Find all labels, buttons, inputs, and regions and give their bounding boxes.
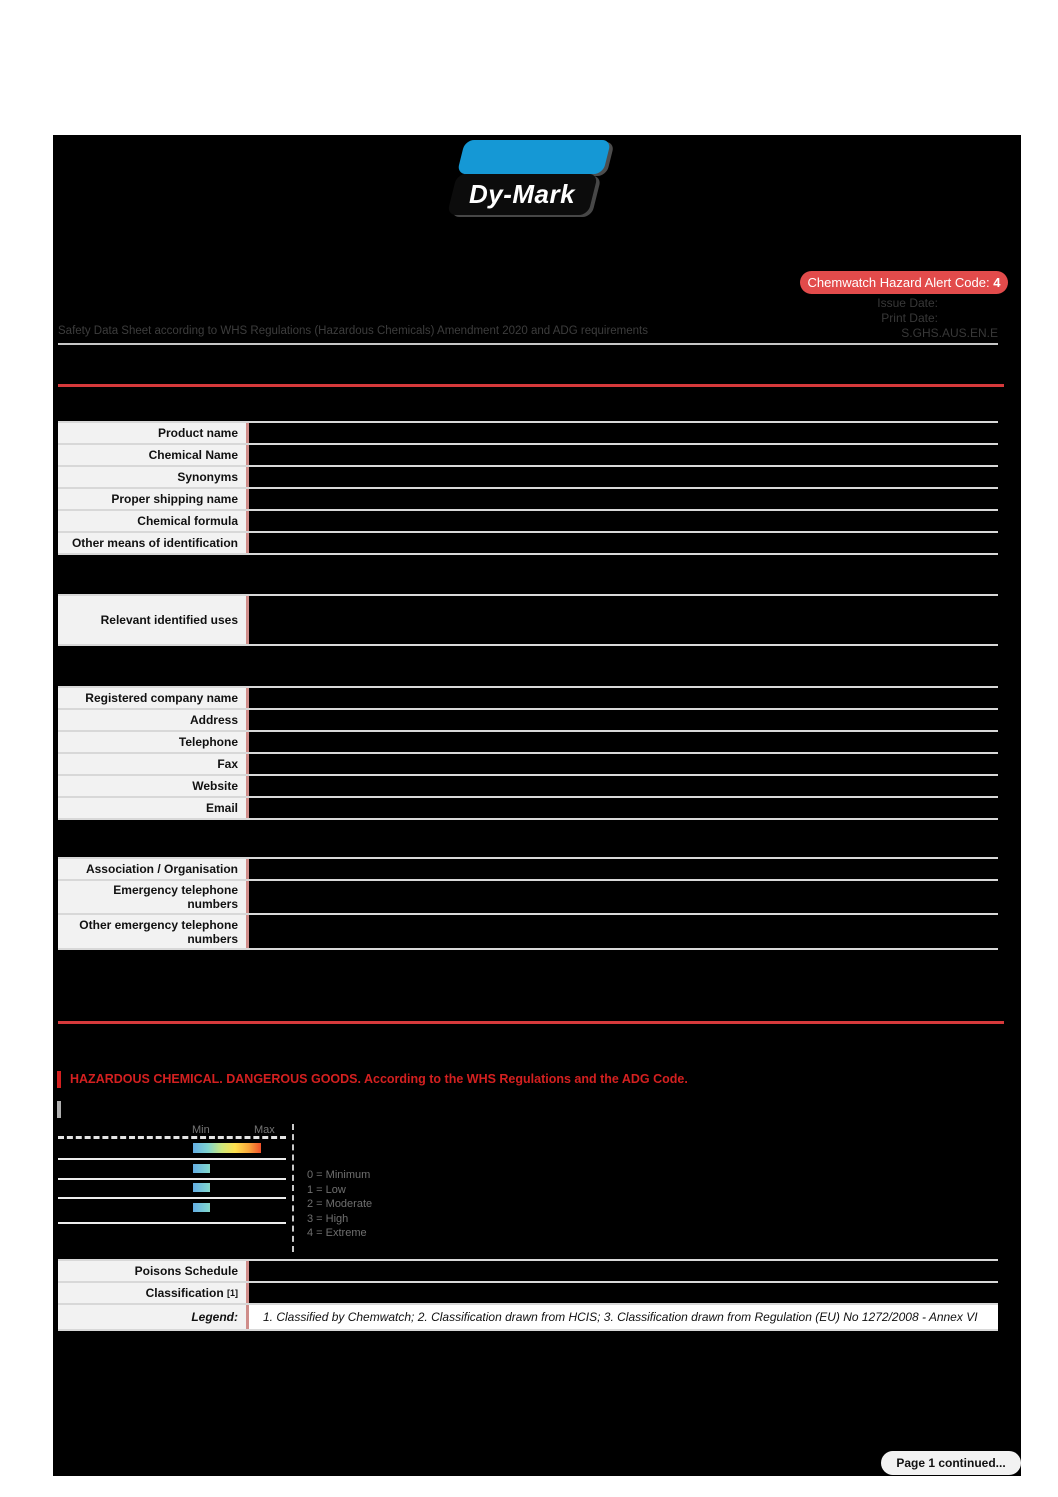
dymark-logo-blue-slab [457, 140, 611, 174]
field-label-text: Legend: [191, 1310, 238, 1324]
issue-date-label: Issue Date: [877, 296, 938, 310]
supplier-table [58, 686, 998, 820]
table-row [58, 1261, 998, 1283]
sds-document-page [53, 135, 1021, 1476]
table-row [58, 798, 998, 820]
field-label-text: Emergency telephone numbers [113, 883, 238, 911]
field-label [58, 596, 246, 644]
field-label-text: Proper shipping name [111, 492, 238, 506]
classification-table [58, 1259, 998, 1331]
field-label-text: Telephone [178, 735, 238, 749]
rating-row-line [58, 1222, 286, 1224]
field-value-redacted [246, 915, 998, 948]
rating-bar [193, 1164, 210, 1173]
table-row [58, 467, 998, 489]
table-row [58, 732, 998, 754]
page-continued-note: Page 1 continued... [881, 1451, 1021, 1475]
field-value-redacted [246, 881, 998, 913]
table-row [58, 533, 998, 555]
section-divider-red-1 [58, 384, 1004, 387]
field-label-text: Email [205, 801, 238, 815]
table-row [58, 596, 998, 646]
table-row [58, 915, 998, 950]
product-identifier-table [58, 421, 998, 555]
field-label [58, 423, 246, 443]
field-value-redacted [246, 1261, 998, 1281]
field-label [58, 1283, 246, 1303]
table-row [58, 754, 998, 776]
table-row [58, 445, 998, 467]
field-value-redacted [246, 423, 998, 443]
table-row [58, 688, 998, 710]
hazard-statement-marker [57, 1071, 61, 1088]
field-value-redacted [246, 710, 998, 730]
emergency-table [58, 857, 998, 950]
field-label [58, 710, 246, 730]
field-label [58, 688, 246, 708]
ratings-dashed-divider [292, 1124, 294, 1252]
table-row [58, 1283, 998, 1305]
header-divider [58, 343, 998, 345]
field-value-redacted [246, 489, 998, 509]
field-label [58, 445, 246, 465]
field-value-redacted [246, 776, 998, 796]
field-label-text: Classification [145, 1286, 224, 1300]
dymark-logo-text: Dy-Mark [469, 179, 576, 209]
hazard-statement: HAZARDOUS CHEMICAL. DANGEROUS GOODS. According to the WHS Regulations and the ADG Code. [70, 1072, 688, 1086]
table-row [58, 489, 998, 511]
identified-uses-table [58, 594, 998, 646]
field-value-redacted [246, 467, 998, 487]
hazard-alert-badge-value: 4 [993, 275, 1001, 290]
table-row [58, 1305, 998, 1331]
table-row [58, 776, 998, 798]
dymark-logo [447, 174, 598, 215]
table-row [58, 859, 998, 881]
field-value-redacted [246, 533, 998, 553]
legend-label [58, 1305, 246, 1329]
field-label [58, 881, 246, 913]
scale-legend-item: 0 = Minimum [307, 1169, 371, 1181]
field-label-text: Chemical Name [148, 448, 238, 462]
field-value-redacted [246, 596, 998, 644]
field-label-text: Relevant identified uses [100, 613, 238, 627]
subsection-marker [57, 1101, 61, 1118]
table-row [58, 423, 998, 445]
rating-bar [193, 1203, 210, 1212]
rating-row-line [58, 1158, 286, 1160]
hazard-alert-badge-label: Chemwatch Hazard Alert Code: [807, 275, 990, 290]
print-date-label: Print Date: [881, 311, 938, 325]
field-label [58, 754, 246, 774]
field-label-text: Address [189, 713, 238, 727]
field-value-redacted [246, 798, 998, 818]
field-label [58, 859, 246, 879]
field-label-text: Registered company name [85, 691, 238, 705]
sds-code: S.GHS.AUS.EN.E [901, 326, 998, 340]
rating-bar [193, 1143, 261, 1153]
scale-legend-item: 4 = Extreme [307, 1227, 367, 1239]
field-label-text: Other means of identification [71, 536, 238, 550]
field-label-text: Association / Organisation [85, 862, 238, 876]
rating-row-line [58, 1178, 286, 1180]
field-label [58, 776, 246, 796]
field-value-redacted [246, 445, 998, 465]
field-label [58, 511, 246, 531]
section-divider-red-2 [58, 1021, 1004, 1024]
field-label-text: Chemical formula [137, 514, 238, 528]
field-value-redacted [246, 1283, 998, 1303]
field-label [58, 732, 246, 752]
table-row [58, 710, 998, 732]
field-label [58, 489, 246, 509]
ratings-min-label: Min [192, 1124, 210, 1136]
field-value-redacted [246, 732, 998, 752]
sds-subtitle: Safety Data Sheet according to WHS Regulations (Hazardous Chemicals) Amendment 2020 and ADG requirements [58, 325, 648, 337]
field-label [58, 1261, 246, 1281]
field-value-redacted [246, 511, 998, 531]
field-label [58, 915, 246, 948]
table-row [58, 881, 998, 915]
ratings-dashed-axis [58, 1136, 286, 1139]
field-label-text: Product name [157, 426, 238, 440]
rating-bar [193, 1183, 210, 1192]
field-label-text: Poisons Schedule [134, 1264, 238, 1278]
scale-legend-item: 1 = Low [307, 1184, 346, 1196]
rating-row-line [58, 1197, 286, 1199]
field-value-redacted [246, 688, 998, 708]
field-label-text: Other emergency telephone numbers [79, 917, 238, 946]
ratings-max-label: Max [254, 1124, 275, 1136]
field-label [58, 798, 246, 818]
classification-ref-superscript: [1] [227, 1288, 238, 1298]
field-label-text: Synonyms [177, 470, 238, 484]
field-value-redacted [246, 859, 998, 879]
field-label [58, 533, 246, 553]
field-label [58, 467, 246, 487]
field-label-text: Website [192, 779, 238, 793]
field-value-redacted [246, 754, 998, 774]
scale-legend-item: 3 = High [307, 1213, 349, 1225]
table-row [58, 511, 998, 533]
hazard-alert-badge [800, 271, 1008, 294]
legend-text: 1. Classified by Chemwatch; 2. Classification drawn from HCIS; 3. Classification drawn from Regulation (EU) No 1272/2008 - Annex VI [246, 1305, 998, 1329]
scale-legend-item: 2 = Moderate [307, 1198, 373, 1210]
field-label-text: Fax [217, 757, 238, 771]
